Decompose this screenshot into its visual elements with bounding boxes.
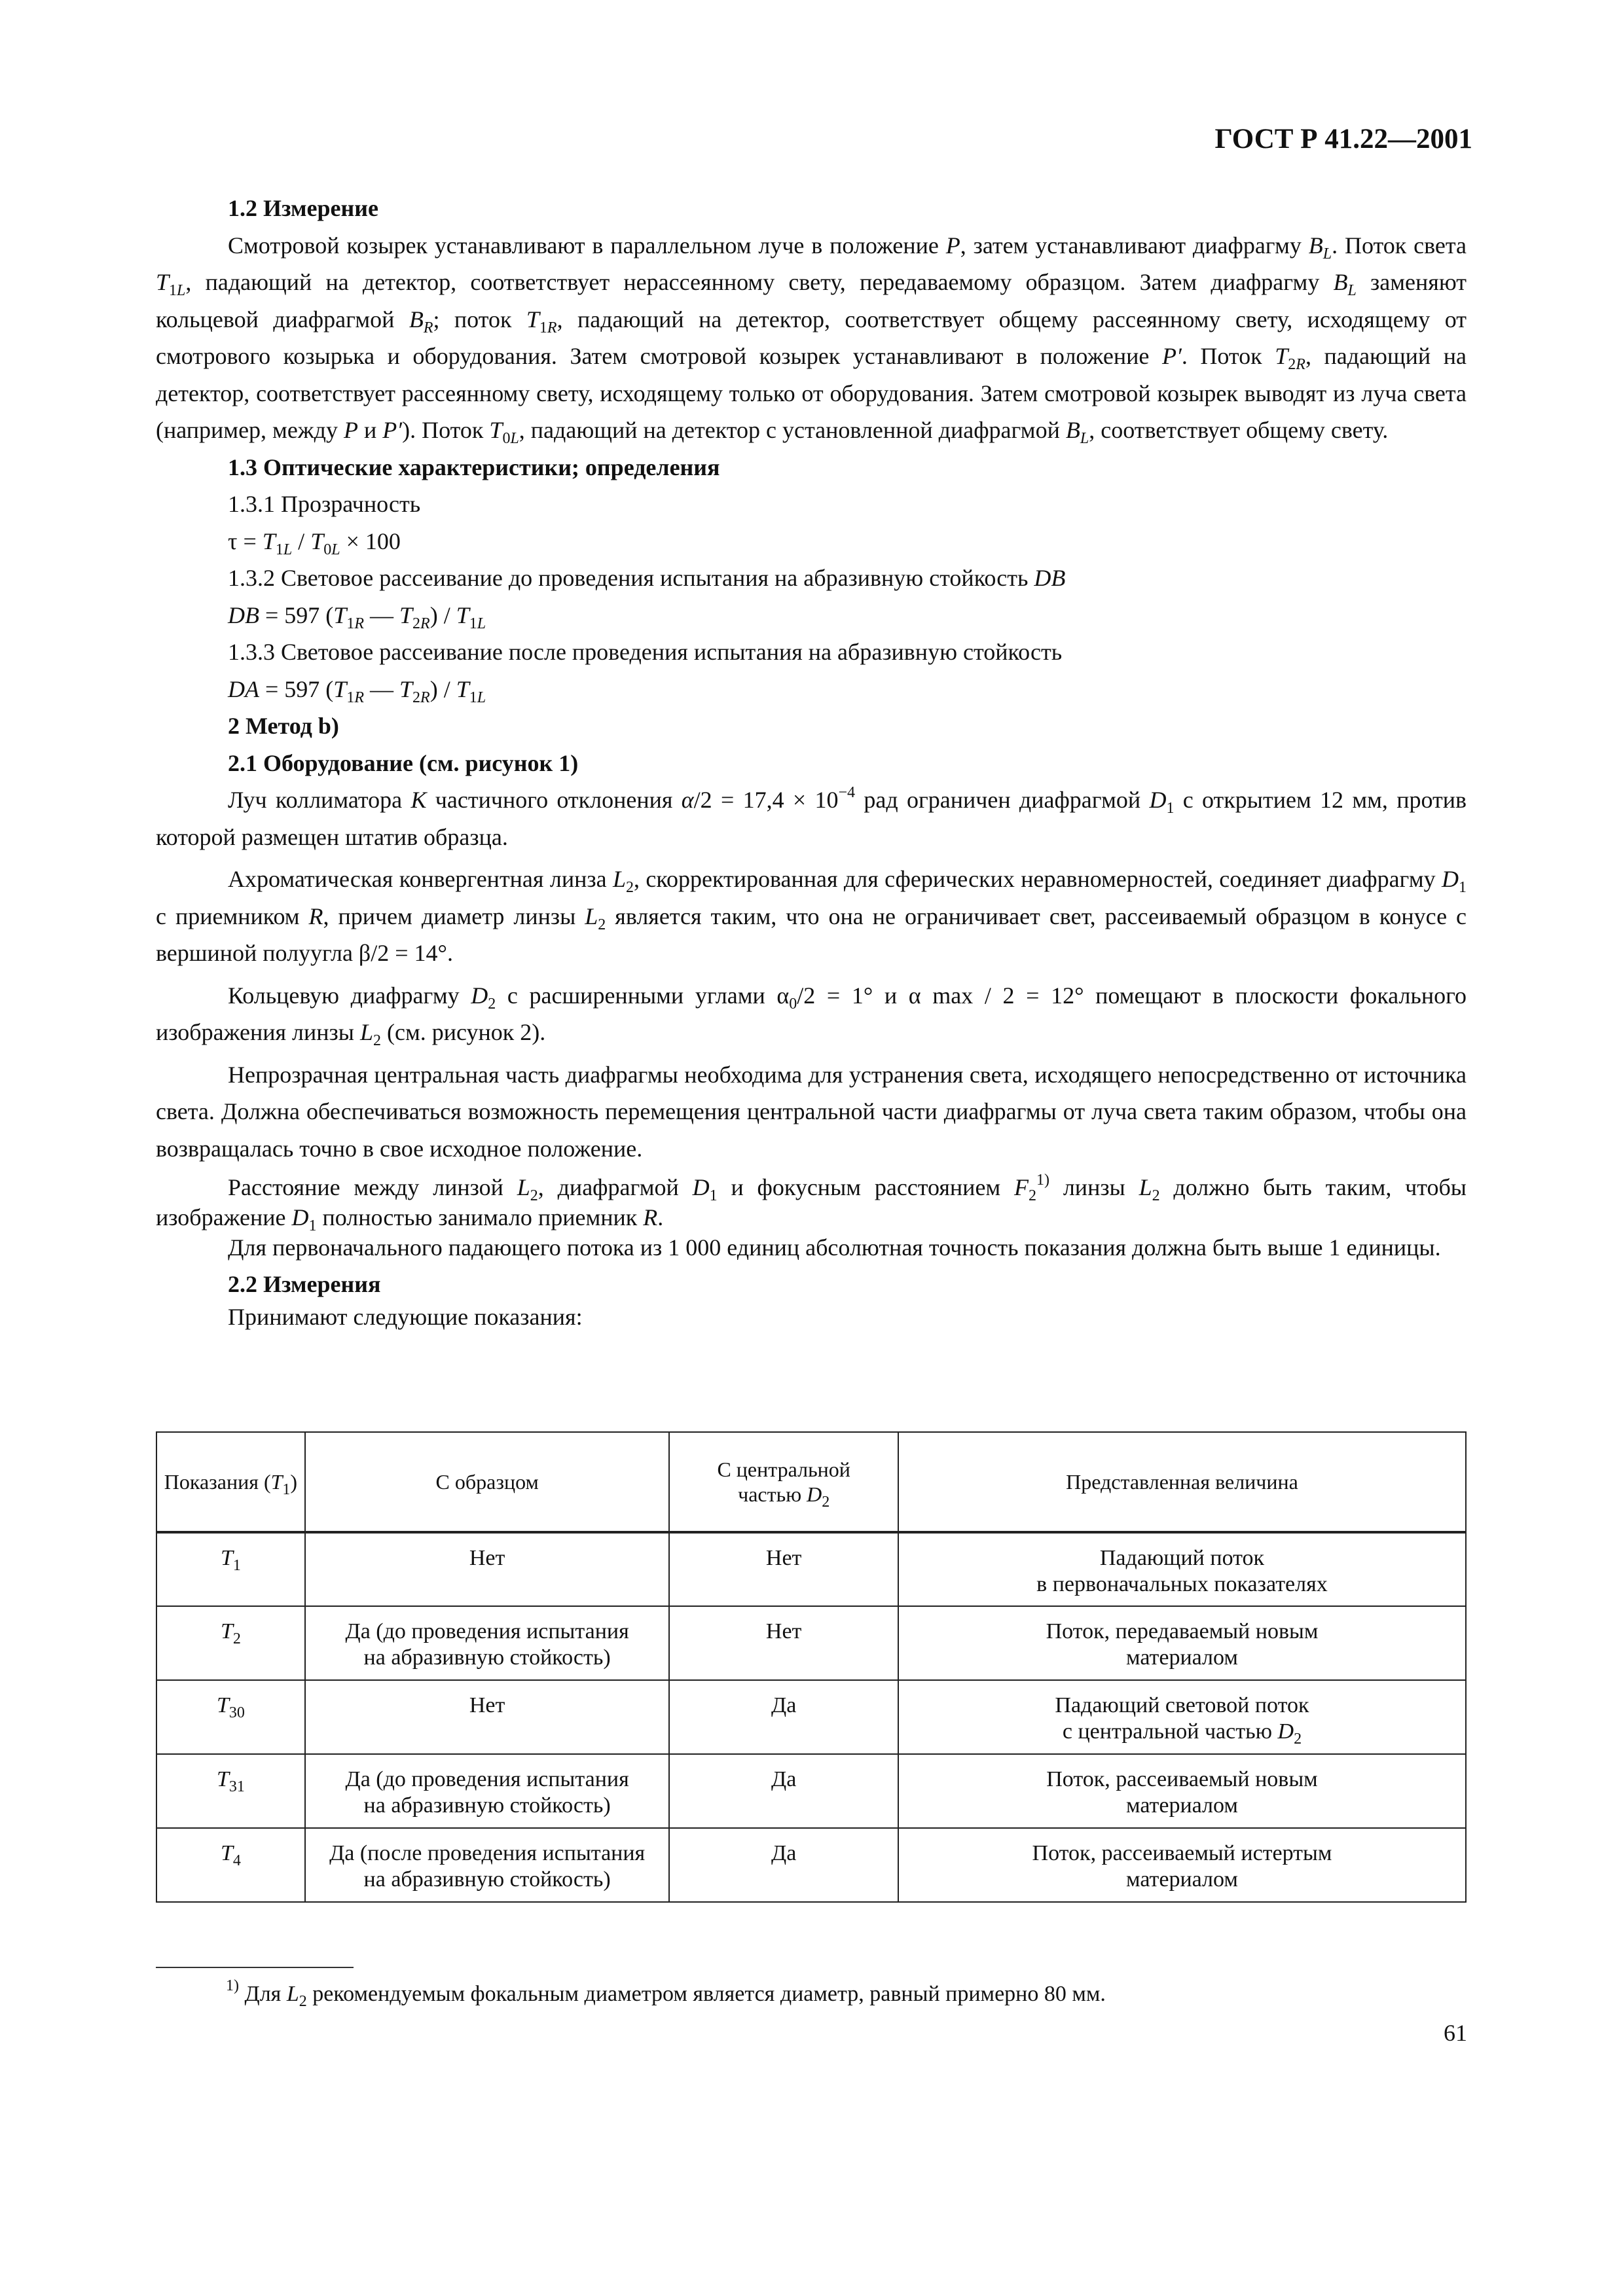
cell-with-center: Да <box>669 1680 898 1754</box>
footnote: $^{1)}$ Для $L_2$ рекомендуемым фокальным диаметром является диаметр, равный примерно 80 мм. <box>226 1977 1106 2010</box>
header-readings: Показания $(T_1)$ <box>156 1432 305 1532</box>
cell-with-sample: Да (после проведения испытания на абразивную стойкость) <box>305 1828 670 1902</box>
table-row <box>156 1680 1466 1754</box>
paragraph-collimator: Луч коллиматора K частичного отклонения $\alpha/2 = 17,4 \times 10^{-4}$ рад ограничен диафрагмой $D_1$ с открытием 12 мм, против которой размещен штатив образца. <box>156 784 1467 850</box>
cell-with-center: Нет <box>669 1606 898 1680</box>
cell-quantity: Поток, рассеиваемый новым материалом <box>898 1754 1466 1828</box>
formula-db: DB = 597 ($T_{1R}$ — $T_{2R}) / T_{1L}$ <box>228 601 486 632</box>
paragraph-accuracy: Для первоначального падающего потока из 1 000 единиц абсолютная точность показания должна быть выше 1 единицы. <box>228 1234 1441 1261</box>
header-quantity: Представленная величина <box>898 1432 1466 1532</box>
table-row <box>156 1754 1466 1828</box>
formula-transparency: $\tau = T_{1L} / T_{0L} \times 100$ <box>228 528 401 558</box>
section-1-2-title: 1.2 Измерение <box>228 195 378 221</box>
cell-with-sample: Да (до проведения испытания на абразивную стойкость) <box>305 1754 670 1828</box>
cell-quantity: Падающий поток в первоначальных показателях <box>898 1532 1466 1606</box>
paragraph-opaque-center: Непрозрачная центральная часть диафрагмы необходима для устранения света, исходящего непосредственно от источника света. Должна обеспечиваться возможность перемещения центральной части диафрагмы от луча света таким образом, чтобы она возвращалась точно в свое исходное положение. <box>156 1061 1467 1162</box>
table-row <box>156 1606 1466 1680</box>
paragraph-distance: Расстояние между линзой $L_2$, диафрагмой $D_1$ и фокусным расстоянием $F_2^{1)}$ линзы $L_2$ должно быть таким, чтобы изображение $D_1$ полностью занимало приемник R. <box>156 1172 1467 1234</box>
cell-reading: $T_2$ <box>156 1606 305 1680</box>
section-1-3-title: 1.3 Оптические характеристики; определения <box>228 454 720 480</box>
header-with-sample: С образцом <box>305 1432 670 1532</box>
cell-with-center: Нет <box>669 1532 898 1606</box>
document-id: ГОСТ Р 41.22—2001 <box>1214 124 1472 154</box>
paragraph-lens: Ахроматическая конвергентная линза $L_2$, скорректированная для сферических неравномерностей, соединяет диафрагму $D_1$ с приемником R, причем диаметр линзы $L_2$ является таким, что она не ограничивает свет, рассеиваемый образцом в конусе с вершиной полуугла β/2 = 14°. <box>156 866 1467 966</box>
formula-da: DA = 597 ($T_{1R}$ — $T_{2R}) / T_{1L}$ <box>228 675 486 706</box>
section-2-2-title: 2.2 Измерения <box>228 1271 381 1297</box>
item-1-3-2: 1.3.2 Световое рассеивание до проведения испытания на абразивную стойкость DB <box>228 565 1066 591</box>
table-body <box>156 1532 1466 1902</box>
item-1-3-3: 1.3.3 Световое рассеивание после проведения испытания на абразивную стойкость <box>228 639 1063 665</box>
cell-with-sample: Да (до проведения испытания на абразивную стойкость) <box>305 1606 670 1680</box>
section-2-title: 2 Метод b) <box>228 713 339 739</box>
header-with-center: С центральной частью $D_2$ <box>669 1432 898 1532</box>
section-2-1-title: 2.1 Оборудование (см. рисунок 1) <box>228 749 579 776</box>
paragraph-annular-diaphragm: Кольцевую диафрагму $D_2$ с расширенными углами $\alpha_0/2 = 1^\circ$ и α max / 2 = 12° помещают в плоскости фокального изображения линзы $L_2$ (см. рисунок 2). <box>156 982 1467 1049</box>
measurements-intro: Принимают следующие показания: <box>228 1304 583 1330</box>
table-row <box>156 1828 1466 1902</box>
readings-table <box>156 1431 1467 1903</box>
table-header-row <box>156 1432 1466 1532</box>
item-1-3-1: 1.3.1 Прозрачность <box>228 491 421 517</box>
section-1-2-paragraph: Смотровой козырек устанавливают в параллельном луче в положение P, затем устанавливают диафрагму $B_L$. Поток света $T_{1L}$, падающий на детектор, соответствует нерассеянному свету, передаваемому образцом. Затем диафрагму $B_L$ заменяют кольцевой диафрагмой $B_R$; поток $T_{1R}$, падающий на детектор, соответствует общему рассеянному свету, исходящему от смотрового козырька и оборудования. Затем смотровой козырек устанавливают в положение P′. Поток $T_{2R}$, падающий на детектор, соответствует рассеянному свету, исходящему только от оборудования. Затем смотровой козырек выводят из луча света (например, между P и P′). Поток $T_{0L}$, падающий на детектор с установленной диафрагмой $B_L$, соответствует общему свету. <box>156 232 1467 447</box>
table-row <box>156 1532 1466 1606</box>
cell-quantity: Поток, рассеиваемый истертым материалом <box>898 1828 1466 1902</box>
cell-with-center: Да <box>669 1828 898 1902</box>
page-number: 61 <box>1444 2020 1467 2046</box>
cell-reading: $T_1$ <box>156 1532 305 1606</box>
cell-with-center: Да <box>669 1754 898 1828</box>
cell-with-sample: Нет <box>305 1532 670 1606</box>
body-text <box>156 190 1467 1333</box>
cell-reading: $T_{31}$ <box>156 1754 305 1828</box>
cell-quantity: Падающий световой поток с центральной частью $D_2$ <box>898 1680 1466 1754</box>
cell-quantity: Поток, передаваемый новым материалом <box>898 1606 1466 1680</box>
cell-with-sample: Нет <box>305 1680 670 1754</box>
cell-reading: $T_4$ <box>156 1828 305 1902</box>
footnote-separator <box>156 1967 354 1968</box>
cell-reading: $T_{30}$ <box>156 1680 305 1754</box>
